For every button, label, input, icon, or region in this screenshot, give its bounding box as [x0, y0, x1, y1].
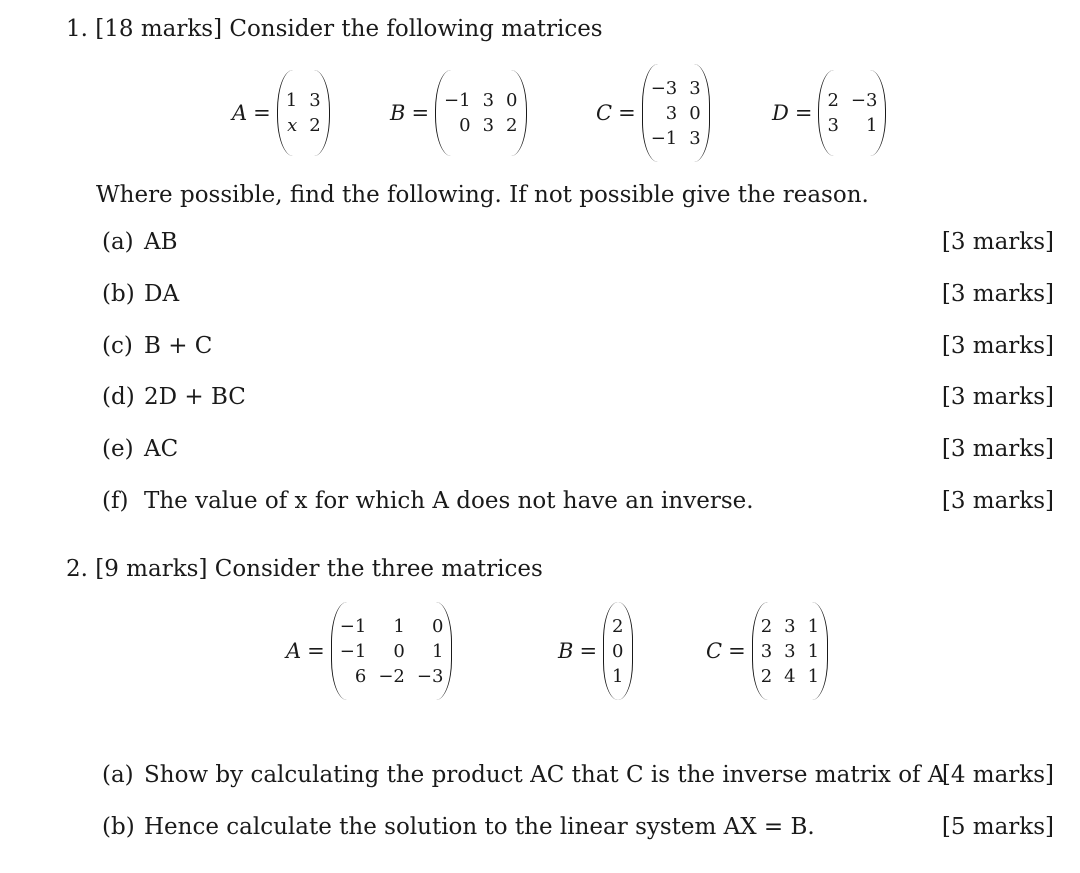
part-label: (a)	[102, 229, 134, 255]
part-label: (b)	[102, 281, 135, 307]
matrix-brackets	[642, 64, 710, 162]
part-label: (f)	[102, 488, 129, 514]
matrix-cell: −2	[378, 665, 405, 687]
matrix-cell: 0	[506, 90, 518, 111]
q2-matrix-a	[286, 602, 452, 700]
matrix-name: D	[772, 101, 789, 125]
q2-marks: [9 marks]	[95, 556, 208, 582]
matrix-name: B	[558, 639, 574, 663]
matrix-brackets	[331, 602, 453, 700]
matrix-cell: 2	[827, 90, 839, 111]
part-marks: [3 marks]	[941, 281, 1054, 307]
matrix-cell: 1	[807, 665, 820, 687]
part-label: (b)	[102, 814, 135, 840]
part-text: AB	[144, 229, 178, 255]
q1-matrix-a	[232, 70, 330, 156]
matrix-name: A	[286, 639, 302, 663]
matrix-cell: 2	[612, 615, 624, 637]
part-marks: [3 marks]	[941, 229, 1054, 255]
equals-sign: =	[307, 639, 325, 663]
matrix-brackets	[752, 602, 828, 700]
part-text: AC	[144, 436, 179, 462]
equals-sign: =	[253, 101, 271, 125]
part-text: Show by calculating the product AC that C is the inverse matrix of A	[144, 762, 945, 788]
matrix-cell: 1	[285, 90, 298, 111]
part-label: (d)	[102, 384, 135, 410]
matrix-cell: 2	[760, 665, 773, 687]
matrix-cell: 0	[612, 640, 624, 662]
matrix-cell: 6	[354, 665, 367, 687]
matrix-cell: −1	[650, 127, 678, 149]
matrix-cell: 0	[431, 615, 444, 637]
matrix-cell: −3	[416, 665, 444, 687]
equals-sign: =	[411, 101, 430, 125]
matrix-brackets	[277, 70, 330, 156]
q2-number: 2.	[66, 556, 88, 582]
part-text: DA	[144, 281, 180, 307]
part-marks: [3 marks]	[941, 488, 1054, 514]
matrix-cell: 4	[784, 665, 796, 687]
matrix-cell: 1	[612, 665, 624, 687]
matrix-cell: 3	[689, 127, 701, 149]
q1-intro: Consider the following matrices	[229, 16, 603, 42]
q2-heading	[66, 556, 543, 582]
matrix-brackets	[603, 602, 632, 700]
matrix-cell: 2	[309, 115, 321, 136]
equals-sign: =	[794, 101, 813, 125]
matrix-brackets	[818, 70, 886, 156]
matrix-name: C	[596, 101, 613, 125]
q1-matrix-d	[772, 70, 886, 156]
part-text: The value of x for which A does not have an inverse.	[144, 488, 754, 514]
part-label: (e)	[102, 436, 134, 462]
matrix-cell: 3	[482, 115, 495, 136]
matrix-cell: −1	[339, 640, 367, 662]
q1-matrix-b	[390, 70, 527, 156]
matrix-cell: 1	[866, 115, 878, 136]
matrix-cell: 3	[784, 615, 796, 637]
q1-instruction: Where possible, find the following. If not possible give the reason.	[96, 182, 869, 208]
matrix-name: A	[232, 101, 248, 125]
part-marks: [3 marks]	[941, 436, 1054, 462]
matrix-cell: x	[287, 115, 298, 136]
matrix-cell: 0	[393, 640, 405, 662]
matrix-cell: 0	[689, 102, 701, 124]
matrix-cell: 1	[431, 640, 444, 662]
matrix-cell: −3	[650, 77, 678, 99]
part-text: 2D + BC	[144, 384, 246, 410]
matrix-name: C	[706, 639, 723, 663]
matrix-cell: 3	[689, 77, 701, 99]
matrix-cell: −1	[444, 90, 471, 111]
part-label: (c)	[102, 333, 133, 359]
q1-matrix-c	[596, 64, 710, 162]
q2-matrix-b	[558, 602, 633, 700]
q1-number: 1.	[66, 16, 88, 42]
matrix-cell: 1	[807, 615, 820, 637]
q2-matrix-c	[706, 602, 828, 700]
part-marks: [5 marks]	[941, 814, 1054, 840]
part-text: Hence calculate the solution to the linear system AX = B.	[144, 814, 815, 840]
matrix-cell: 1	[807, 640, 820, 662]
matrix-cell: 2	[506, 115, 518, 136]
equals-sign: =	[618, 101, 636, 125]
q1-heading	[66, 16, 603, 42]
matrix-cell: 3	[760, 640, 773, 662]
part-text: B + C	[144, 333, 213, 359]
matrix-cell: 2	[760, 615, 773, 637]
equals-sign: =	[579, 639, 598, 663]
matrix-cell: 1	[393, 615, 405, 637]
q1-marks: [18 marks]	[95, 16, 223, 42]
part-marks: [3 marks]	[941, 333, 1054, 359]
part-marks: [3 marks]	[941, 384, 1054, 410]
matrix-cell: 3	[827, 115, 839, 136]
part-marks: [4 marks]	[941, 762, 1054, 788]
part-label: (a)	[102, 762, 134, 788]
q2-intro: Consider the three matrices	[214, 556, 543, 582]
matrix-cell: 3	[482, 90, 495, 111]
matrix-brackets	[435, 70, 526, 156]
matrix-cell: −1	[339, 615, 367, 637]
matrix-cell: 3	[665, 102, 678, 124]
matrix-cell: 3	[309, 90, 321, 111]
matrix-name: B	[390, 101, 406, 125]
matrix-cell: 0	[459, 115, 471, 136]
equals-sign: =	[728, 639, 746, 663]
matrix-cell: 3	[784, 640, 796, 662]
matrix-cell: −3	[850, 90, 878, 111]
